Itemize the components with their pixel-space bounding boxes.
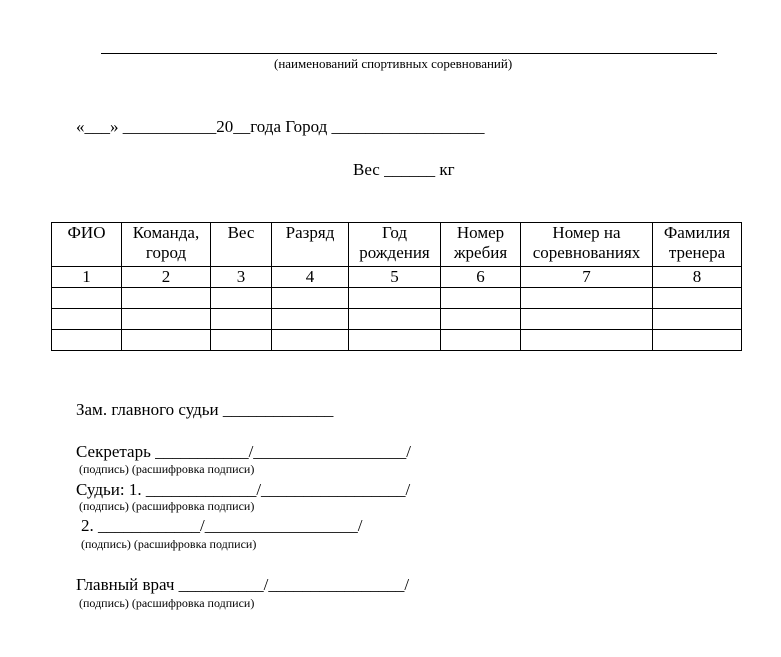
header-cell-coach: Фамилия тренера — [653, 223, 742, 267]
header-cell-weight: Вес — [211, 223, 272, 267]
header-cell-team-city: Команда, город — [122, 223, 211, 267]
judge-2-line: 2. ____________/__________________/ — [81, 516, 363, 535]
table-cell[interactable] — [211, 288, 272, 309]
table-cell[interactable] — [52, 288, 122, 309]
number-cell: 8 — [653, 267, 742, 288]
table-cell[interactable] — [653, 330, 742, 351]
table-cell[interactable] — [272, 309, 349, 330]
competition-name-line — [101, 53, 717, 54]
judge-1-line: Судьи: 1. _____________/_________________/ — [76, 480, 411, 499]
secretary-line: Секретарь ___________/__________________/ — [76, 442, 412, 461]
table-cell[interactable] — [441, 330, 521, 351]
date-city-line: «___» ___________20__года Город __________________ — [76, 117, 485, 136]
table-cell[interactable] — [52, 309, 122, 330]
secretary-sub-caption: (подпись) (расшифровка подписи) — [79, 462, 255, 476]
table-cell[interactable] — [521, 288, 653, 309]
chief-doctor-sub-caption: (подпись) (расшифровка подписи) — [79, 596, 255, 610]
table-number-row — [52, 267, 742, 288]
number-cell: 7 — [521, 267, 653, 288]
table-row — [52, 288, 742, 309]
table-cell[interactable] — [211, 309, 272, 330]
number-cell: 5 — [349, 267, 441, 288]
header-cell-lot-number: Номер жребия — [441, 223, 521, 267]
table-cell[interactable] — [441, 309, 521, 330]
header-cell-birth-year: Год рождения — [349, 223, 441, 267]
header-cell-competition-number: Номер на соревнованиях — [521, 223, 653, 267]
protocol-table — [51, 222, 742, 351]
table-cell[interactable] — [122, 330, 211, 351]
table-cell[interactable] — [521, 309, 653, 330]
table-cell[interactable] — [211, 330, 272, 351]
judge-2-sub-caption: (подпись) (расшифровка подписи) — [81, 537, 257, 551]
weight-line: Вес ______ кг — [353, 160, 455, 179]
number-cell: 6 — [441, 267, 521, 288]
header-cell-fio: ФИО — [52, 223, 122, 267]
table-cell[interactable] — [349, 288, 441, 309]
table-row — [52, 330, 742, 351]
table-cell[interactable] — [521, 330, 653, 351]
table-cell[interactable] — [272, 288, 349, 309]
table-cell[interactable] — [653, 309, 742, 330]
table-cell[interactable] — [349, 330, 441, 351]
table-cell[interactable] — [122, 309, 211, 330]
number-cell: 1 — [52, 267, 122, 288]
competition-caption: (наименований спортивных соревнований) — [274, 56, 513, 71]
table-cell[interactable] — [441, 288, 521, 309]
header-cell-rank: Разряд — [272, 223, 349, 267]
table-cell[interactable] — [653, 288, 742, 309]
table-cell[interactable] — [52, 330, 122, 351]
number-cell: 2 — [122, 267, 211, 288]
table-header-row — [52, 223, 742, 267]
number-cell: 3 — [211, 267, 272, 288]
number-cell: 4 — [272, 267, 349, 288]
chief-doctor-line: Главный врач __________/________________/ — [76, 575, 410, 594]
deputy-judge-line: Зам. главного судьи _____________ — [76, 400, 334, 419]
table-cell[interactable] — [272, 330, 349, 351]
table-cell[interactable] — [349, 309, 441, 330]
table-cell[interactable] — [122, 288, 211, 309]
judge-1-sub-caption: (подпись) (расшифровка подписи) — [79, 499, 255, 513]
table-row — [52, 309, 742, 330]
